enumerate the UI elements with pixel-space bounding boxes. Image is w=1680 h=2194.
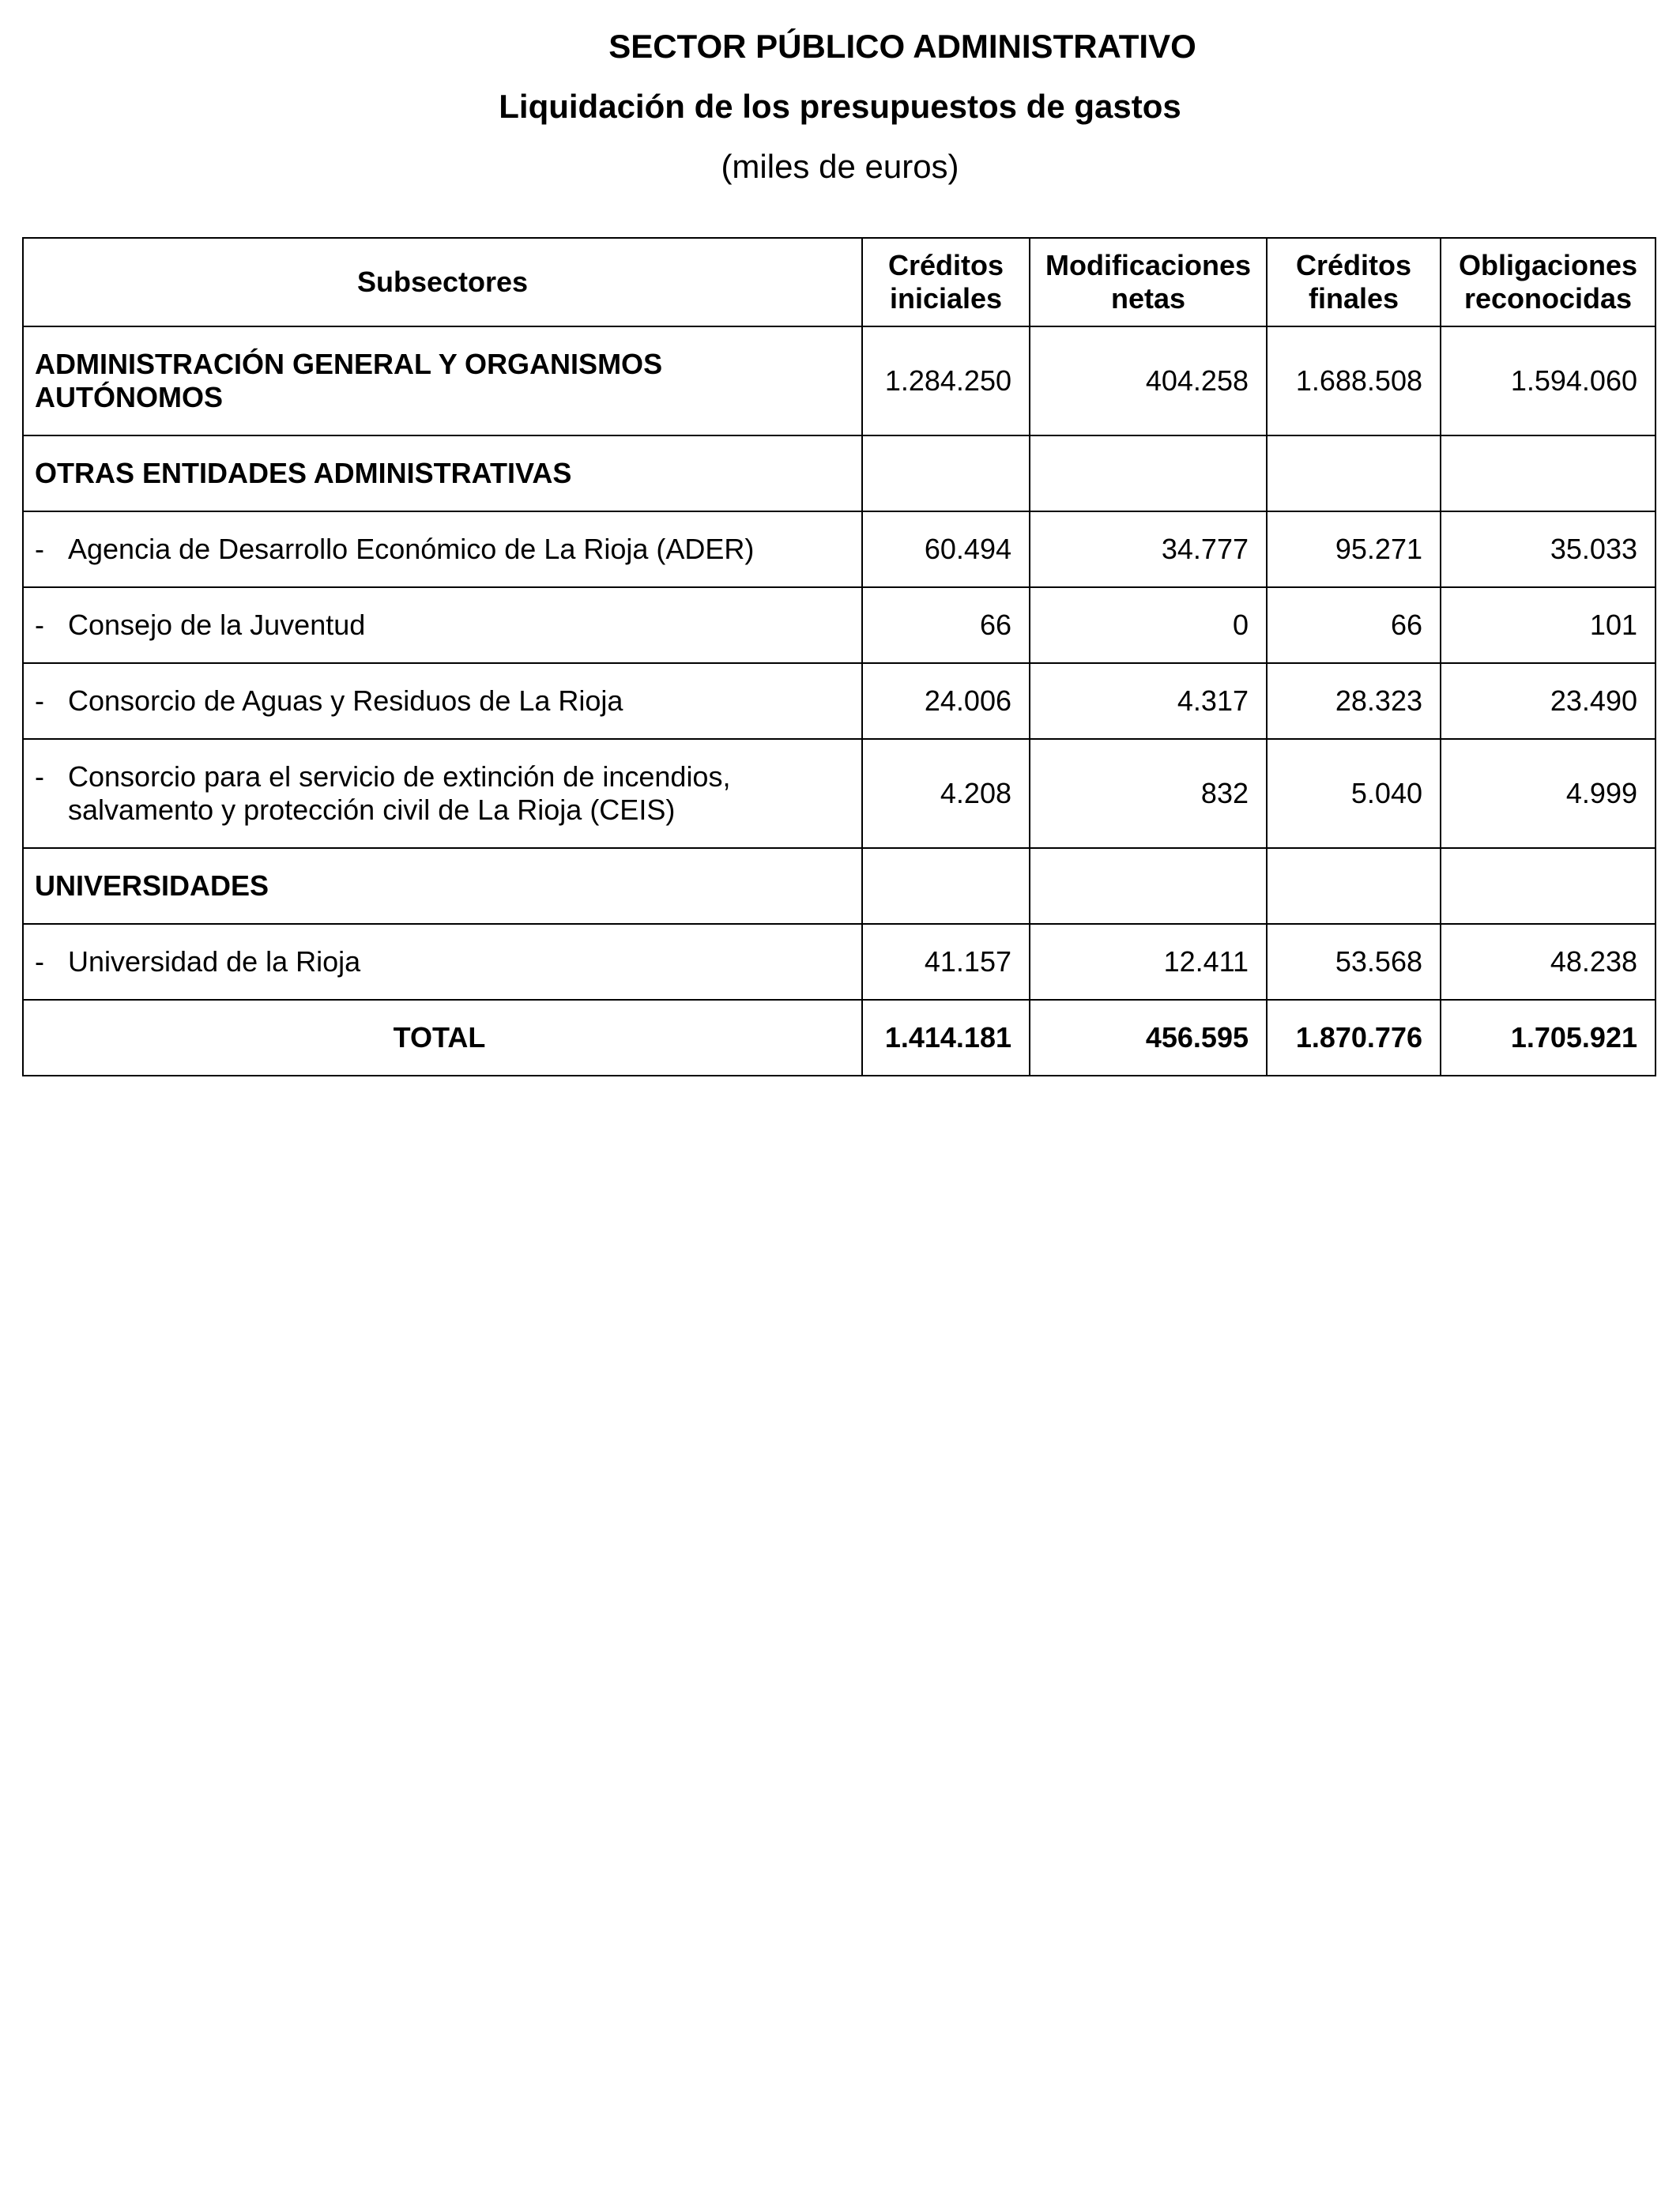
total-obligaciones-reconocidas: 1.705.921 — [1441, 1000, 1656, 1076]
cell-creditos-finales: 53.568 — [1267, 924, 1441, 1000]
column-header-subsectores — [23, 238, 862, 326]
list-dash: - — [35, 533, 44, 565]
empty-cell — [1267, 435, 1441, 511]
cell-creditos-iniciales: 60.494 — [862, 511, 1030, 587]
table-row — [23, 326, 1656, 435]
column-header-obligaciones-reconocidas — [1441, 238, 1656, 326]
row-name-cell — [23, 924, 862, 1000]
budget-table — [22, 237, 1656, 1076]
table-total-row — [23, 1000, 1656, 1076]
table-section-row — [23, 435, 1656, 511]
cell-modificaciones-netas: 34.777 — [1030, 511, 1267, 587]
table-row — [23, 587, 1656, 663]
column-header-label: Obligaciones — [1458, 249, 1638, 281]
column-header-label: Subsectores — [356, 266, 529, 298]
column-header-creditos-finales — [1267, 238, 1441, 326]
cell-modificaciones-netas: 832 — [1030, 739, 1267, 848]
empty-cell — [1441, 848, 1656, 924]
column-header-label: netas — [1110, 282, 1186, 315]
row-name-line: salvamento y protección civil de La Rioja (CEIS) — [68, 794, 676, 826]
column-header-label: Modificaciones — [1045, 249, 1252, 281]
cell-obligaciones-reconocidas: 23.490 — [1441, 663, 1656, 739]
table-row — [23, 511, 1656, 587]
row-name-text: Agencia de Desarrollo Económico de La Rioja (ADER) — [68, 533, 755, 565]
row-name-cell — [23, 739, 862, 848]
total-label: TOTAL — [23, 1000, 862, 1076]
row-name-cell — [23, 326, 862, 435]
units-note: (miles de euros) — [721, 148, 959, 185]
cell-obligaciones-reconocidas: 101 — [1441, 587, 1656, 663]
cell-creditos-finales: 1.688.508 — [1267, 326, 1441, 435]
table-row — [23, 663, 1656, 739]
cell-modificaciones-netas: 404.258 — [1030, 326, 1267, 435]
cell-creditos-finales: 66 — [1267, 587, 1441, 663]
empty-cell — [1030, 435, 1267, 511]
row-name-text: Consorcio de Aguas y Residuos de La Rioja — [68, 684, 623, 717]
cell-modificaciones-netas: 0 — [1030, 587, 1267, 663]
cell-obligaciones-reconocidas: 48.238 — [1441, 924, 1656, 1000]
list-dash: - — [35, 760, 44, 793]
table-header-row — [23, 238, 1656, 326]
table-row — [23, 924, 1656, 1000]
row-name-line: AUTÓNOMOS — [35, 381, 223, 413]
empty-cell — [1030, 848, 1267, 924]
empty-cell — [1441, 435, 1656, 511]
row-name-text: Universidad de la Rioja — [68, 945, 361, 978]
column-header-label: Créditos — [887, 249, 1004, 281]
empty-cell — [862, 848, 1030, 924]
cell-obligaciones-reconocidas: 1.594.060 — [1441, 326, 1656, 435]
cell-creditos-iniciales: 4.208 — [862, 739, 1030, 848]
cell-creditos-finales: 5.040 — [1267, 739, 1441, 848]
total-modificaciones-netas: 456.595 — [1030, 1000, 1267, 1076]
column-header-creditos-iniciales — [862, 238, 1030, 326]
section-name-cell: OTRAS ENTIDADES ADMINISTRATIVAS — [23, 435, 862, 511]
cell-obligaciones-reconocidas: 4.999 — [1441, 739, 1656, 848]
row-name-cell — [23, 587, 862, 663]
document-title: SECTOR PÚBLICO ADMINISTRATIVO — [608, 28, 1196, 65]
empty-cell — [862, 435, 1030, 511]
row-name-text: Consejo de la Juventud — [68, 609, 366, 641]
list-dash: - — [35, 684, 44, 717]
cell-obligaciones-reconocidas: 35.033 — [1441, 511, 1656, 587]
row-name-cell — [23, 663, 862, 739]
cell-creditos-iniciales: 24.006 — [862, 663, 1030, 739]
column-header-modificaciones-netas — [1030, 238, 1267, 326]
table-section-row — [23, 848, 1656, 924]
document-subtitle: Liquidación de los presupuestos de gastos — [499, 88, 1181, 125]
cell-creditos-finales: 28.323 — [1267, 663, 1441, 739]
cell-creditos-iniciales: 66 — [862, 587, 1030, 663]
cell-modificaciones-netas: 4.317 — [1030, 663, 1267, 739]
column-header-label: reconocidas — [1463, 282, 1633, 315]
cell-creditos-iniciales: 1.284.250 — [862, 326, 1030, 435]
column-header-label: Créditos — [1295, 249, 1412, 281]
list-dash: - — [35, 945, 44, 978]
column-header-label: iniciales — [889, 282, 1003, 315]
row-name-cell — [23, 511, 862, 587]
list-dash: - — [35, 609, 44, 641]
row-name-line: Consorcio para el servicio de extinción de incendios, — [68, 760, 731, 793]
column-header-label: finales — [1308, 282, 1399, 315]
total-creditos-iniciales: 1.414.181 — [862, 1000, 1030, 1076]
row-name-text — [68, 760, 730, 827]
cell-creditos-finales: 95.271 — [1267, 511, 1441, 587]
empty-cell — [1267, 848, 1441, 924]
section-name-cell: UNIVERSIDADES — [23, 848, 862, 924]
cell-modificaciones-netas: 12.411 — [1030, 924, 1267, 1000]
total-creditos-finales: 1.870.776 — [1267, 1000, 1441, 1076]
row-name-line: ADMINISTRACIÓN GENERAL Y ORGANISMOS — [35, 348, 663, 380]
cell-creditos-iniciales: 41.157 — [862, 924, 1030, 1000]
table-row — [23, 739, 1656, 848]
